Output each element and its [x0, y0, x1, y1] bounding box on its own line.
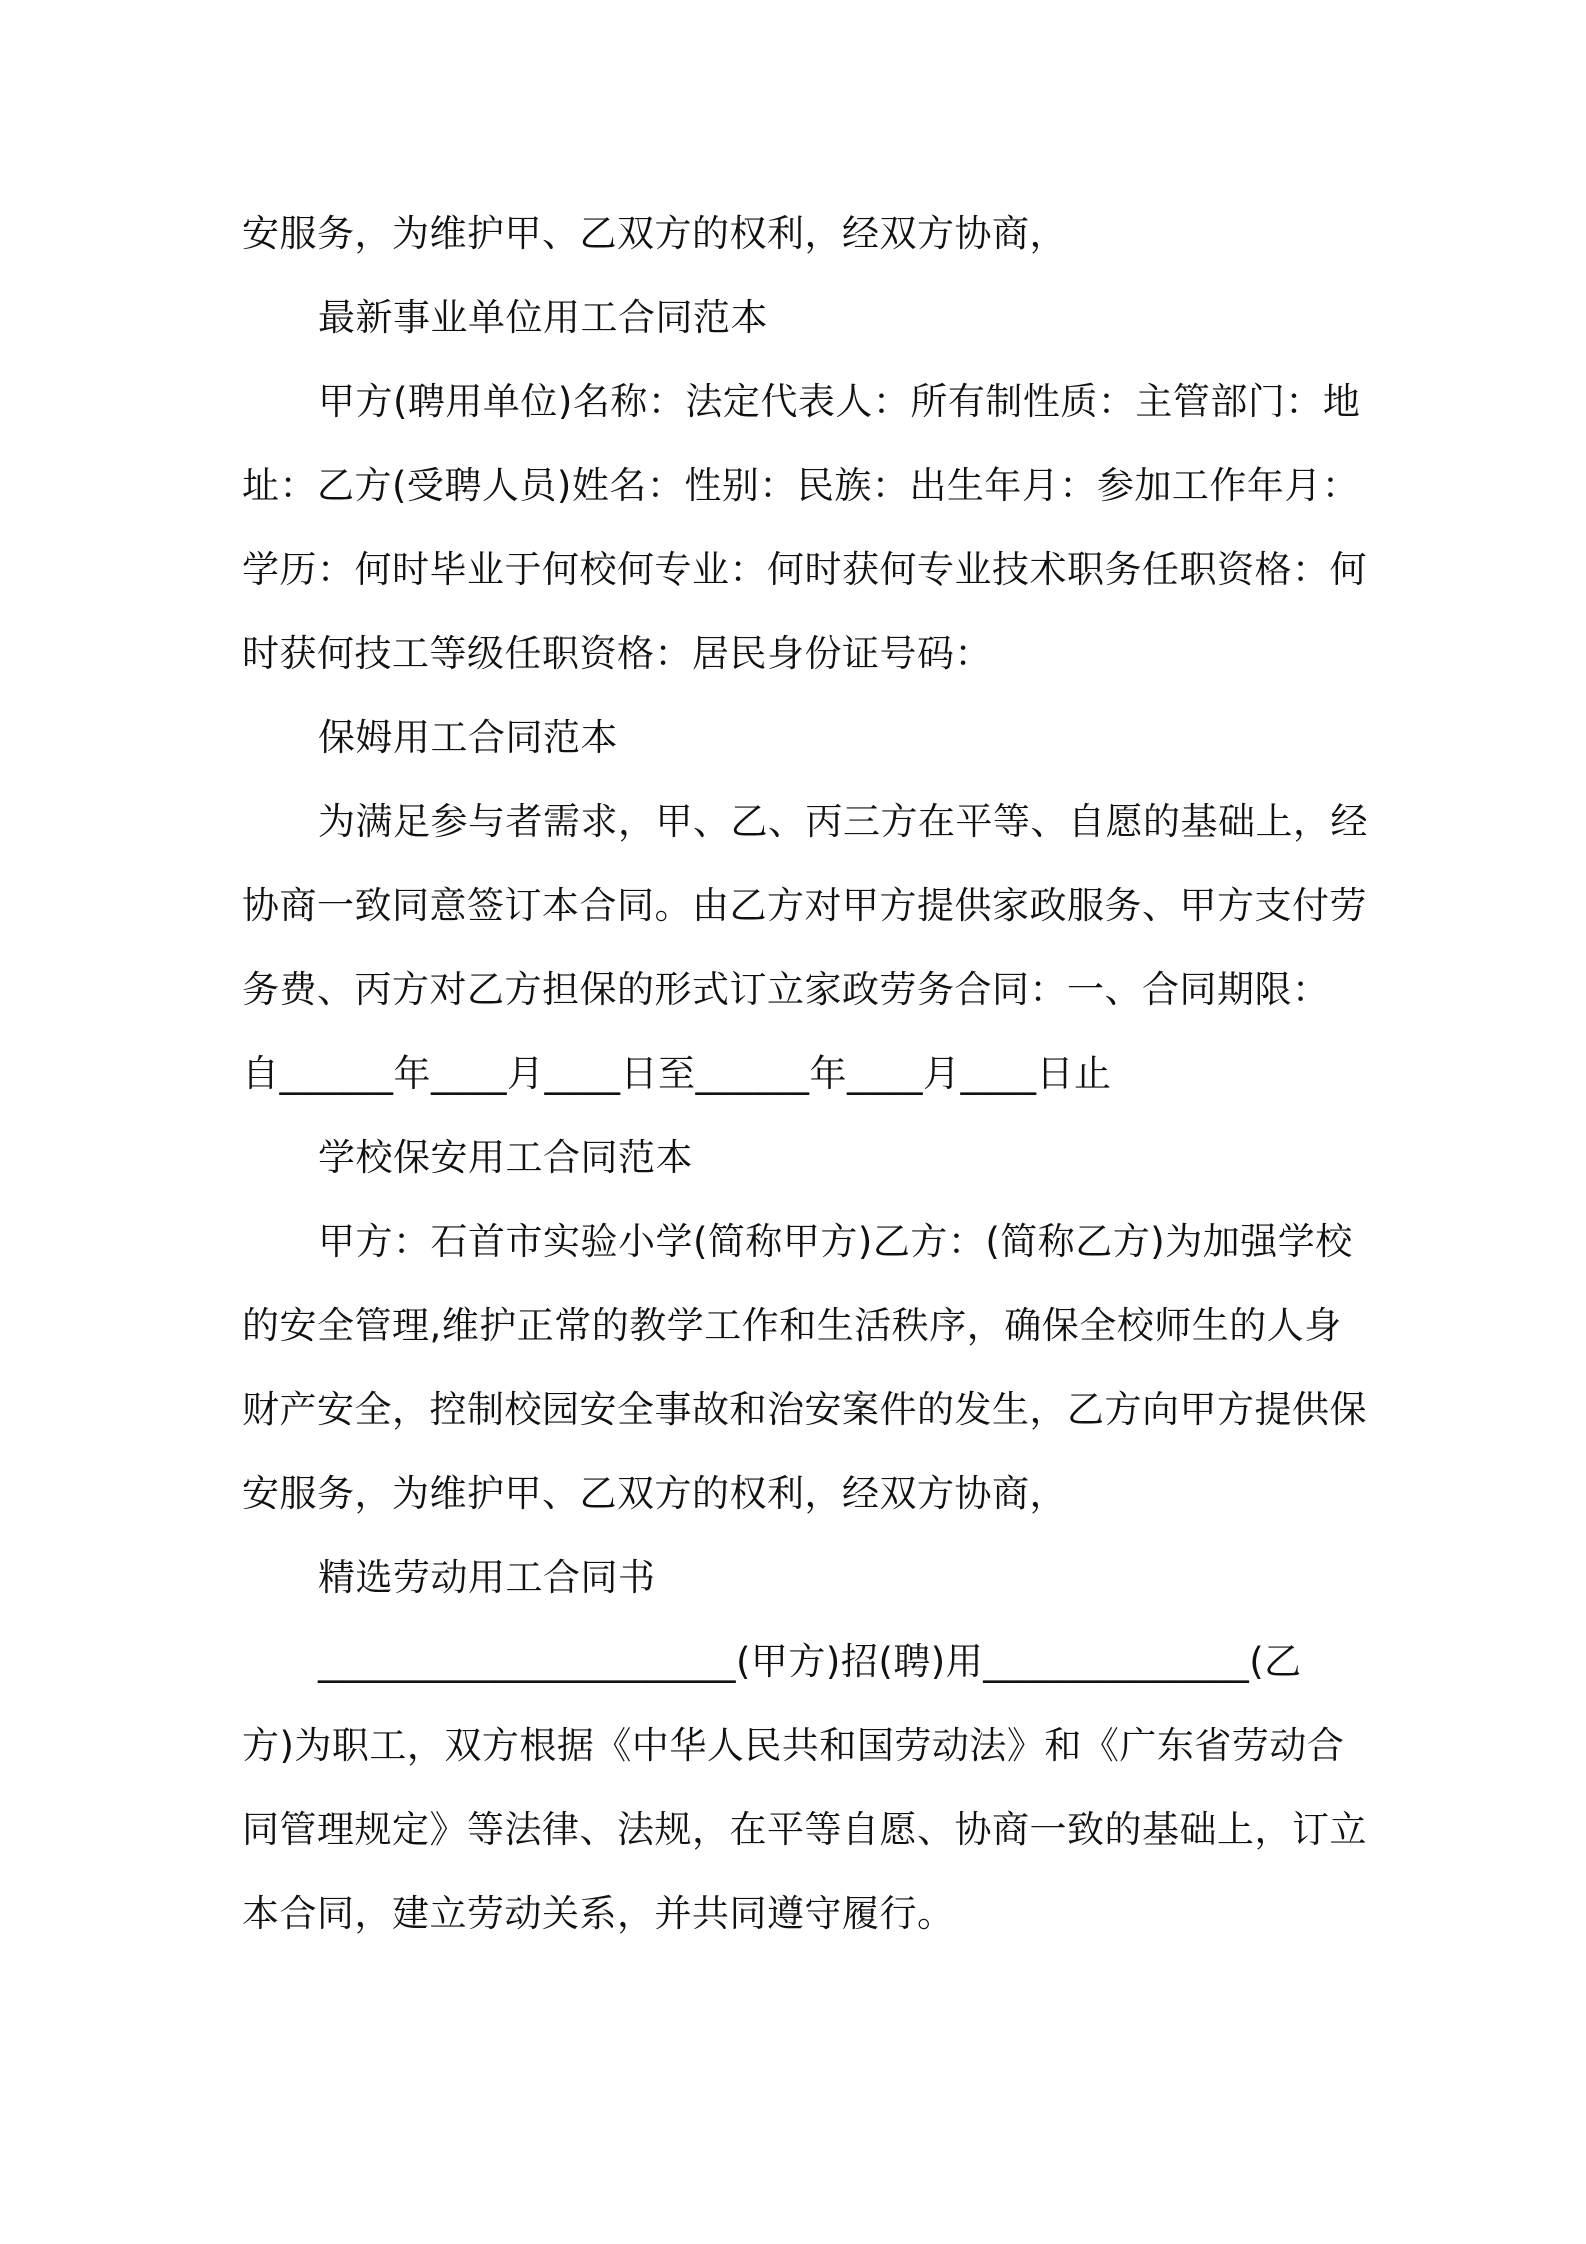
section-heading: 精选劳动用工合同书: [318, 1556, 656, 1599]
date-fill-line: 自______年____月____日至______年____月____日止: [242, 1052, 1112, 1095]
body-line: 方)为职工，双方根据《中华人民共和国劳动法》和《广东省劳动合: [242, 1724, 1345, 1767]
blank-fill-line: ______________________(甲方)招(聘)用______________(乙: [318, 1640, 1302, 1683]
body-line: 财产安全，控制校园安全事故和治安案件的发生，乙方向甲方提供保: [242, 1388, 1367, 1431]
body-line: 学历：何时毕业于何校何专业：何时获何专业技术职务任职资格：何: [242, 548, 1367, 591]
body-line: 的安全管理,维护正常的教学工作和生活秩序，确保全校师生的人身: [242, 1304, 1342, 1347]
body-line: 甲方(聘用单位)名称：法定代表人：所有制性质：主管部门：地: [318, 380, 1361, 423]
section-heading: 最新事业单位用工合同范本: [318, 296, 768, 339]
body-line: 甲方：石首市实验小学(简称甲方)乙方：(简称乙方)为加强学校: [318, 1220, 1353, 1263]
body-line: 安服务，为维护甲、乙双方的权利，经双方协商，: [242, 1472, 1067, 1515]
body-line: 时获何技工等级任职资格：居民身份证号码：: [242, 632, 992, 675]
document-body: [242, 192, 1368, 1956]
section-heading: 学校保安用工合同范本: [318, 1136, 693, 1179]
body-line: 安服务，为维护甲、乙双方的权利，经双方协商，: [242, 212, 1067, 255]
body-line: 址：乙方(受聘人员)姓名：性别：民族：出生年月：参加工作年月：: [242, 464, 1360, 507]
section-heading: 保姆用工合同范本: [318, 716, 618, 759]
body-line: 务费、丙方对乙方担保的形式订立家政劳务合同：一、合同期限：: [242, 968, 1330, 1011]
body-line: 为满足参与者需求，甲、乙、丙三方在平等、自愿的基础上，经: [318, 800, 1368, 843]
body-line: 协商一致同意签订本合同。由乙方对甲方提供家政服务、甲方支付劳: [242, 884, 1367, 927]
body-line: 同管理规定》等法律、法规，在平等自愿、协商一致的基础上，订立: [242, 1808, 1367, 1851]
body-line: 本合同，建立劳动关系，并共同遵守履行。: [242, 1892, 955, 1935]
